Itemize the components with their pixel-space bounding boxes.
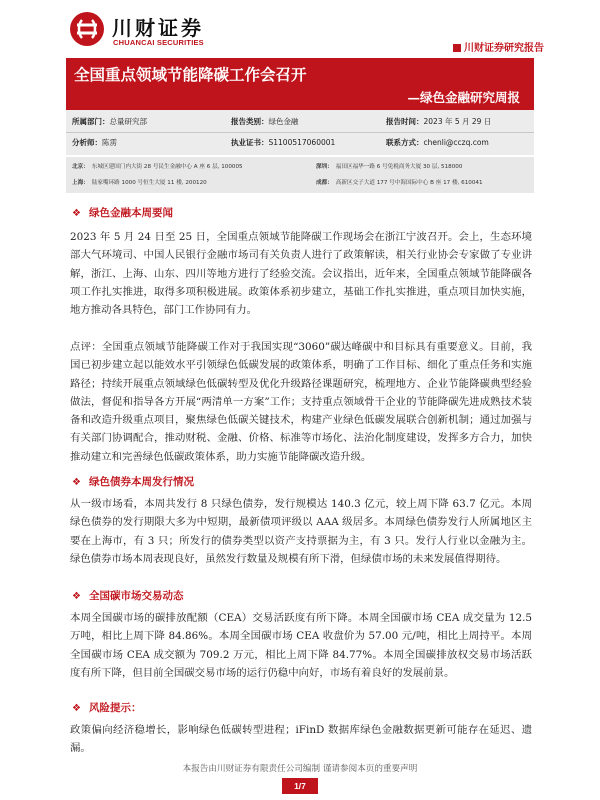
meta-analyst: 分析师：陈雳 [72,138,117,147]
diamond-bullet-icon: ❖ [72,703,81,714]
meta-date: 报告时间：2023 年 5 月 29 日 [386,117,492,126]
paragraph: 从一级市场看，本周共发行 8 只绿色债券，发行规模达 140.3 亿元，较上周下降 63.7 亿元。本周绿色债券的发行期限大多为中短期，最新债项评级以 AAA 级居多。本周绿色债券发行人所属地区主要在上海市，有 3 只；所发行的债券类型以资产支持票据为主，有 3 只。发行人行业以金融为主。绿色债券市场本周表现良好，虽然发行数量及规模有所下滑，但绿债市场的未来发展值得期待。 [70,498,532,565]
meta-contact: 联系方式：chenli@cczq.com [386,138,489,147]
square-bullet-icon [453,44,461,52]
paragraph: 政策偏向经济稳增长，影响绿色低碳转型进程；iFinD 数据库绿色金融数据更新可能存在延迟、遗漏。 [70,724,532,755]
paragraph: 本周全国碳市场的碳排放配额（CEA）交易活跃度有所下降。本周全国碳市场 CEA 成交量为 12.5 万吨，相比上周下降 84.86%。本周全国碳市场 CEA 收盘价为 57.00 元/吨，相比上周持平。本周全国碳市场 CEA 成交额为 709.2 万元，相比上周下降 84.77%。本周全国碳排放权交易市场活跃度有所下降，但目前全国碳交易市场的运行仍稳中向好，市场有着良好的发展前景。 [70,612,532,679]
paragraph: 点评：全国重点领域节能降碳工作对于我国实现“3060”碳达峰碳中和目标具有重要意义。目前，我国已初步建立起以能效水平引领绿色低碳发展的政策体系，明确了工作目标、细化了重点任务和实施路径；持续开展重点领域绿色低碳转型及优化升级路径课题研究，梳理地方、企业节能降碳典型经验做法，督促和指导各方开展“两清单一方案”工作；支持重点领域骨干企业的节能降碳先进成熟技术装备和改造升级重点项目，聚焦绿色低碳关键技术，构建产业绿色低碳发展联合创新机制；通过加强与有关部门协调配合，推动财税、金融、价格、标准等市场化、法治化制度建设，发挥多方合力，加快推动建立和完善绿色低碳政策体系，助力实施节能降碳改造升级。 [70,341,532,463]
address-beijing: 北京： 东城区建国门内大街 28 号民生金融中心 A 座 6 层, 100005 [72,164,243,170]
paragraph: 2023 年 5 月 24 日至 25 日，全国重点领域节能降碳工作现场会在浙江宁波召开。会上，生态环境部大气环境司、中国人民银行金融市场司有关负责人进行了政策解读，相关行业协会专家做了专业讲解，浙江、上海、山东、四川等地方进行了经验交流。会议指出，近年来，全国重点领域节能降碳各项工作扎实推进，取得多项积极进展。政策体系初步建立，基础工作扎实推进，重点项目加快实施，地方推动各具特色，部门工作协同有力。 [70,231,532,317]
report-subtitle: —绿色金融研究周报 [407,90,520,105]
meta-row [66,132,534,152]
title-banner [66,58,534,110]
meta-certificate: 执业证书：S1100517060001 [231,138,336,147]
meta-dept: 所属部门：总量研究部 [72,117,147,126]
report-title: 全国重点领域节能降碳工作会召开 [74,66,307,84]
report-meta [66,110,534,155]
section-heading: ❖ 绿色金融本周要闻 [72,207,173,219]
page-number: 1/7 [282,778,318,794]
meta-row [66,112,534,132]
diamond-bullet-icon: ❖ [72,591,81,602]
office-addresses [66,157,534,193]
diamond-bullet-icon: ❖ [72,208,81,219]
chuancai-logo-icon [70,12,104,46]
report-type-label: 川财证券研究报告 [453,39,544,54]
logo-english-name: CHUANCAI SECURITIES [113,38,204,47]
logo-chinese-name: 川财证券 [112,16,204,40]
section-heading: ❖ 绿色债券本周发行情况 [72,476,194,488]
section-heading: ❖ 风险提示： [72,702,142,714]
address-shanghai: 上海： 陆家嘴环路 1000 号恒生大厦 11 楼, 200120 [72,180,207,186]
section-heading: ❖ 全国碳市场交易动态 [72,590,184,602]
report-header [56,10,544,56]
footer-disclaimer: 本报告由川财证券有限责任公司编制 谨请参阅本页的重要声明 [182,764,418,774]
meta-category: 报告类别：绿色金融 [231,117,299,126]
address-chengdu: 成都： 高新区交子大道 177 号中海国际中心 B 座 17 楼, 610041 [316,180,483,186]
diamond-bullet-icon: ❖ [72,477,81,488]
address-shenzhen: 深圳： 福田区福华一路 6 号免税商务大厦 30 层, 518000 [316,164,463,170]
